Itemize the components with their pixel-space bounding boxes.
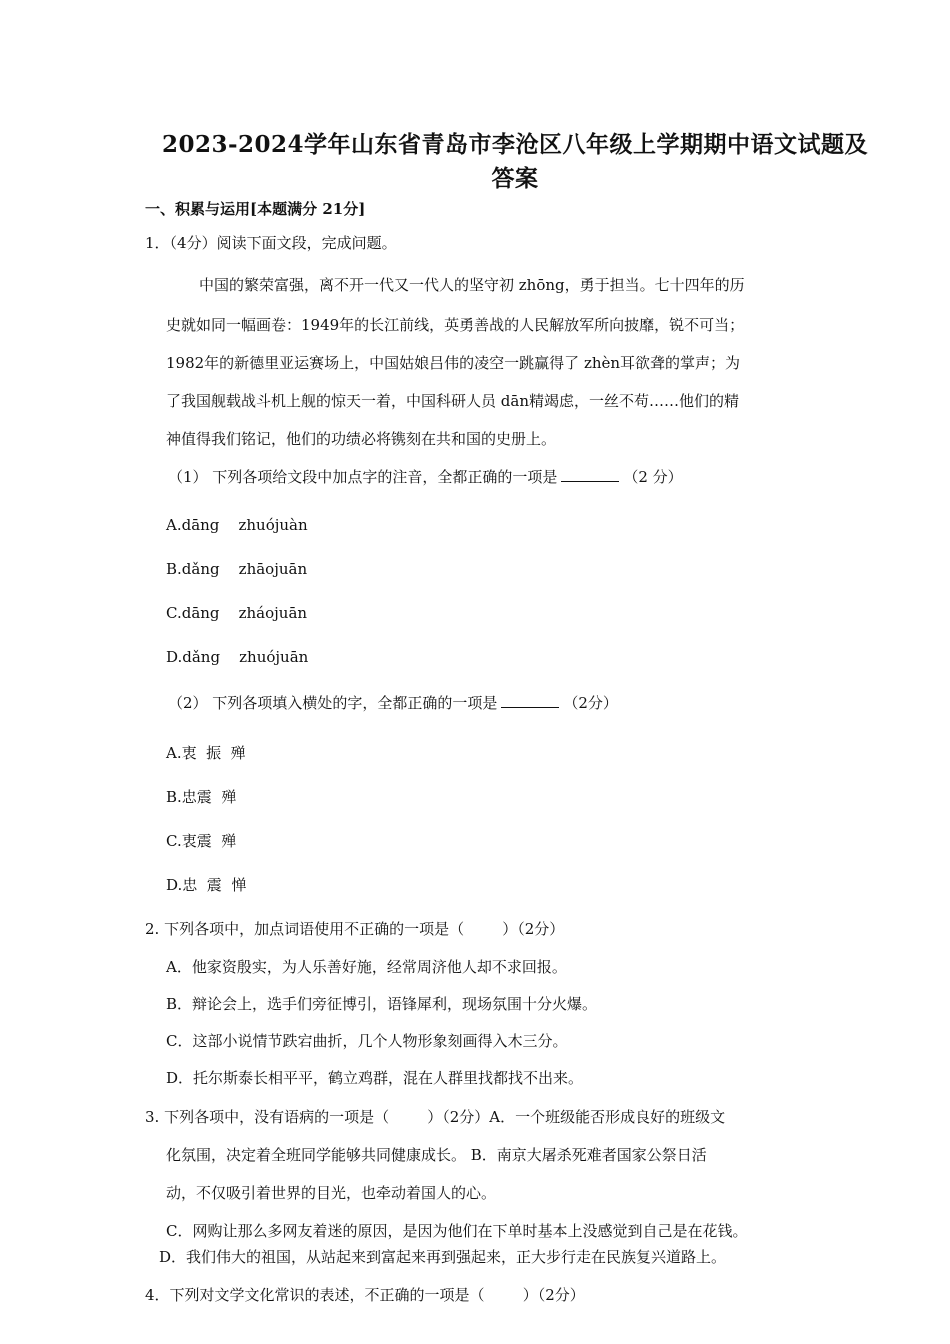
option-2b: B.忠震 殚	[166, 788, 237, 806]
subquestion-1-score: （2 分）	[623, 468, 683, 486]
option-1b: B.dǎng zhāojuān	[166, 560, 308, 578]
subquestion-2	[168, 692, 618, 713]
subquestion-1-text: （1） 下列各项给文段中加点字的注音，全都正确的一项是	[168, 468, 558, 486]
question-2-stem: 2. 下列各项中，加点词语使用不正确的一项是（ ）（2分）	[145, 920, 565, 938]
subquestion-2-text: （2） 下列各项填入横处的字，全都正确的一项是	[168, 694, 498, 712]
option-1c: C.dāng zháojuān	[166, 604, 308, 622]
passage-line-3: 1982年的新德里亚运赛场上，中国姑娘吕伟的凌空一跳赢得了 zhèn耳欲聋的掌声；为	[166, 354, 741, 372]
subquestion-2-score: （2分）	[563, 694, 618, 712]
document-title-line2: 答案	[491, 165, 539, 192]
question-2-option-c: C．这部小说情节跌宕曲折，几个人物形象刻画得入木三分。	[166, 1032, 568, 1050]
passage-line-5: 神值得我们铭记，他们的功绩必将镌刻在共和国的史册上。	[166, 430, 557, 448]
document-title-line1: 2023-2024学年山东省青岛市李沧区八年级上学期期中语文试题及	[161, 131, 869, 158]
question-4-stem: 4．下列对文学文化常识的表述，不正确的一项是（ ）（2分）	[145, 1286, 585, 1304]
subquestion-1	[168, 466, 683, 487]
question-2-option-a: A．他家资殷实，为人乐善好施，经常周济他人却不求回报。	[166, 958, 567, 976]
answer-blank[interactable]	[501, 693, 559, 708]
question-3-line-2: 化氛围，决定着全班同学能够共同健康成长。 B．南京大屠杀死难者国家公祭日活	[166, 1146, 707, 1164]
question-3-line-3: 动，不仅吸引着世界的目光，也牵动着国人的心。	[166, 1184, 497, 1202]
option-2d: D.忠 震 惮	[166, 876, 247, 894]
question-1-stem: 1．（4分）阅读下面文段，完成问题。	[145, 234, 397, 252]
passage-line-2: 史就如同一幅画卷：1949年的长江前线，英勇善战的人民解放军所向披靡，锐不可当；	[166, 316, 745, 334]
option-2c: C.衷震 殚	[166, 832, 237, 850]
option-2a: A.衷 振 殚	[166, 744, 246, 762]
section-heading: 一、积累与运用[本题满分 21分]	[145, 200, 366, 218]
passage-line-1: 中国的繁荣富强，离不开一代又一代人的坚守初 zhōng，勇于担当。七十四年的历	[199, 276, 745, 294]
question-2-option-b: B．辩论会上，选手们旁征博引，语锋犀利，现场氛围十分火爆。	[166, 995, 598, 1013]
question-3-line-5: D．我们伟大的祖国，从站起来到富起来再到强起来，正大步行走在民族复兴道路上。	[159, 1248, 727, 1266]
option-1a: A.dāng zhuójuàn	[166, 516, 308, 534]
question-3-line-1: 3. 下列各项中，没有语病的一项是（ ）（2分）A．一个班级能否形成良好的班级文	[145, 1108, 726, 1126]
passage-line-4: 了我国舰载战斗机上舰的惊天一着，中国科研人员 dān精竭虑，一丝不苟……他们的精	[166, 392, 739, 410]
question-3-line-4: C．网购让那么多网友着迷的原因，是因为他们在下单时基本上没感觉到自己是在花钱。	[166, 1222, 748, 1240]
answer-blank[interactable]	[561, 467, 619, 482]
question-2-option-d: D．托尔斯泰长相平平，鹤立鸡群，混在人群里找都找不出来。	[166, 1069, 584, 1087]
option-1d: D.dǎng zhuójuān	[166, 648, 309, 666]
